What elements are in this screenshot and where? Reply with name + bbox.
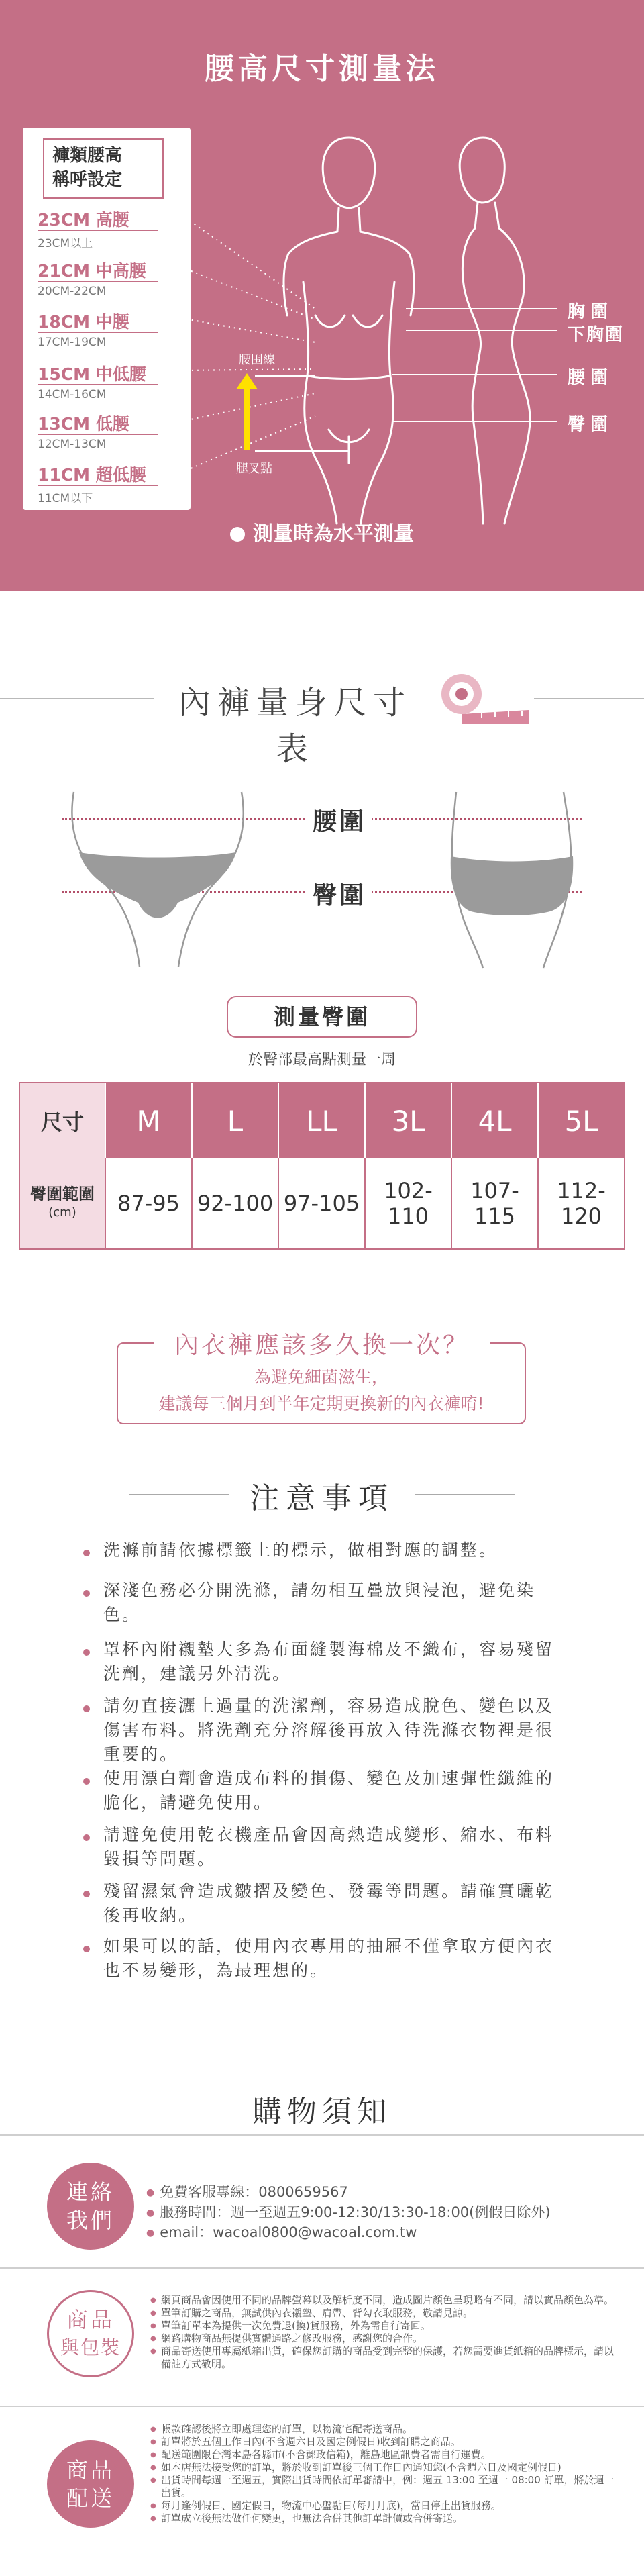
note-bullet-icon	[83, 1834, 90, 1841]
table-cell-range: 107-115	[451, 1158, 537, 1248]
note-bullet-icon	[83, 1590, 90, 1597]
note-item: 使用漂白劑會造成布料的損傷、變色及加速彈性纖維的脆化，請避免使用。	[103, 1769, 555, 1812]
measure-hip-subtitle: 於臀部最高點測量一周	[248, 1052, 396, 1069]
back-brief-illustration	[436, 785, 584, 973]
delivery-note: ● 訂單將於五個工作日內(不含週六日及國定例假日)收到訂購之商品。	[150, 2436, 620, 2448]
underbust-label: 下胸圍	[568, 325, 625, 345]
size-table	[19, 1082, 625, 1250]
chart-hip-label: 臀圍	[307, 877, 372, 911]
note-bullet-icon	[83, 1891, 90, 1897]
table-header-size: 3L	[364, 1083, 451, 1158]
legend-title-line-1: 褲類腰高	[52, 146, 123, 166]
note-bullet-icon	[83, 1946, 90, 1952]
waist-level-mid: 18CM 中腰 17CM-19CM	[38, 312, 129, 349]
size-chart-title: 內褲量身尺寸表	[178, 684, 412, 768]
title-rule-left	[0, 698, 154, 699]
hip-label: 臀圍	[568, 415, 614, 435]
table-header-size: 5L	[537, 1083, 624, 1158]
contact-email: ● email：wacoal0800@wacoal.com.tw	[146, 2222, 417, 2242]
table-header-size: LL	[278, 1083, 364, 1158]
contact-hotline: ● 免費客服專線：0800659567	[146, 2181, 348, 2201]
shopping-title: 購物須知	[252, 2095, 392, 2129]
note-bullet-icon	[83, 1550, 90, 1556]
delivery-note: ● 每月逢例假日、國定假日，物流中心盤點日(每月月底)，當日停止出貨服務。	[150, 2499, 620, 2512]
contact-hours: ● 服務時間：週一至週五9:00-12:30/13:30-18:00(例假日除外)	[146, 2201, 551, 2222]
chart-waist-label: 腰圍	[307, 803, 372, 837]
product-delivery-circle: 商品 配送	[47, 2440, 134, 2528]
replace-line-2: 建議每三個月到半年定期更換新的內衣褲唷!	[158, 1394, 484, 1414]
table-row-label: 臀圍範圍 (cm)	[20, 1158, 105, 1248]
notes-title: 注意事項	[250, 1481, 394, 1516]
table-cell-range: 87-95	[105, 1158, 191, 1248]
packaging-note: ● 商品寄送使用專屬紙箱出貨，確保您訂購的商品受到完整的保護，若您需要進貨紙箱的品牌標示，請以備註方式敬明。	[150, 2345, 620, 2371]
table-cell-range: 97-105	[278, 1158, 364, 1248]
bullet-dot-icon	[230, 527, 245, 542]
waist-title: 腰高尺寸測量法	[205, 52, 439, 86]
replace-frequency-title: 內衣褲應該多久換一次？	[154, 1326, 490, 1360]
note-item: 請避免使用乾衣機產品會因高熱造成變形、縮水、布料毀損等問題。	[103, 1825, 555, 1869]
title-rule-right	[534, 698, 644, 699]
table-header-size: L	[191, 1083, 278, 1158]
replace-line-1: 為避免細菌滋生，	[254, 1367, 388, 1387]
delivery-note: ● 訂單成立後無法做任何變更，也無法合併其他訂單計價或合併寄送。	[150, 2512, 620, 2525]
packaging-note: ● 網路購物商品無提供實體通路之修改服務，感謝您的合作。	[150, 2332, 620, 2345]
note-bullet-icon	[83, 1705, 90, 1712]
note-item: 如果可以的話，使用內衣專用的抽屜不僅拿取方便內衣也不易變形，為最理想的。	[103, 1936, 555, 1980]
packaging-note: ● 單筆訂單本為提供一次免費退(換)貨服務，外為需自行寄回。	[150, 2320, 620, 2332]
table-header-size: 4L	[451, 1083, 537, 1158]
waist-level-ultra-low: 11CM 超低腰 11CM以下	[38, 465, 146, 505]
shopping-divider	[0, 2134, 644, 2136]
waist-measure-note: 測量時為水平測量	[0, 517, 644, 546]
crotch-label: 腿叉點	[236, 462, 272, 476]
packaging-notes	[150, 2294, 620, 2371]
notes-rule-right	[415, 1494, 515, 1495]
note-item: 罩杯內附襯墊大多為布面縫製海棉及不織布，容易殘留洗劑，建議另外清洗。	[103, 1640, 555, 1683]
table-cell-range: 112-120	[537, 1158, 624, 1248]
note-bullet-icon	[83, 1778, 90, 1785]
notes-rule-left	[129, 1494, 229, 1495]
bust-label: 胸圍	[568, 302, 614, 322]
waist-level-mid-high: 21CM 中高腰 20CM-22CM	[38, 261, 146, 298]
body-figure-illustration	[0, 0, 644, 591]
delivery-note: ● 出貨時間每週一至週五，實際出貨時間依訂單審請中，例：週五 13:00 至週一 08:00 訂單，將於週一出貨。	[150, 2474, 620, 2499]
note-bullet-icon	[83, 1649, 90, 1656]
delivery-note: ● 如本店無法接受您的訂單，將於收到訂單後三個工作日內通知您(不含週六日及國定例假日)	[150, 2461, 620, 2474]
waistline-label: 腰围線	[239, 353, 275, 367]
waist-level-low: 13CM 低腰 12CM-13CM	[38, 414, 129, 451]
packaging-note: ● 單筆訂購之商品，無試供內衣襯墊、肩帶、背勾衣取服務，敬請見諒。	[150, 2307, 620, 2320]
shopping-divider	[0, 2406, 644, 2407]
measure-hip-badge: 測量臀圍	[227, 996, 417, 1038]
delivery-note: ● 帳款確認後將立即處理您的訂單，以物流宅配寄送商品。	[150, 2423, 620, 2436]
delivery-notes	[150, 2423, 620, 2525]
note-item: 深淺色務必分開洗滌，請勿相互疊放與浸泡，避免染色。	[103, 1581, 536, 1624]
note-item: 請勿直接灑上過量的洗潔劑，容易造成脫色、變色以及傷害布料。將洗劑充分溶解後再放入待洗滌衣物裡是很重要的。	[103, 1696, 555, 1764]
table-header-size: M	[105, 1083, 191, 1158]
contact-us-circle: 連絡 我們	[47, 2163, 134, 2250]
note-item: 洗滌前請依據標籤上的標示，做相對應的調整。	[103, 1540, 498, 1560]
table-cell-range: 102-110	[364, 1158, 451, 1248]
shopping-divider	[0, 2267, 644, 2269]
note-item: 殘留濕氣會造成皺摺及變色、發霉等問題。請確實曬乾後再收納。	[103, 1881, 555, 1925]
product-packaging-circle: 商品 與包裝	[47, 2290, 134, 2377]
legend-title-line-2: 稱呼設定	[52, 170, 123, 190]
waist-level-mid-low: 15CM 中低腰 14CM-16CM	[38, 364, 146, 401]
table-cell-range: 92-100	[191, 1158, 278, 1248]
front-brief-illustration	[60, 785, 255, 973]
packaging-note: ● 網頁商品會因使用不同的品牌螢幕以及解析度不同，造成圖片顏色呈現略有不同，請以實品顏色為準。	[150, 2294, 620, 2307]
waist-label: 腰圍	[568, 368, 614, 388]
waist-level-high: 23CM 高腰 23CM以上	[38, 210, 129, 250]
table-header-label: 尺寸	[20, 1083, 105, 1158]
delivery-note: ● 配送範圍限台灣本島各縣市(不含郵政信箱)，離島地區訊費者需自行運費。	[150, 2448, 620, 2461]
tape-measure-icon	[435, 670, 535, 724]
